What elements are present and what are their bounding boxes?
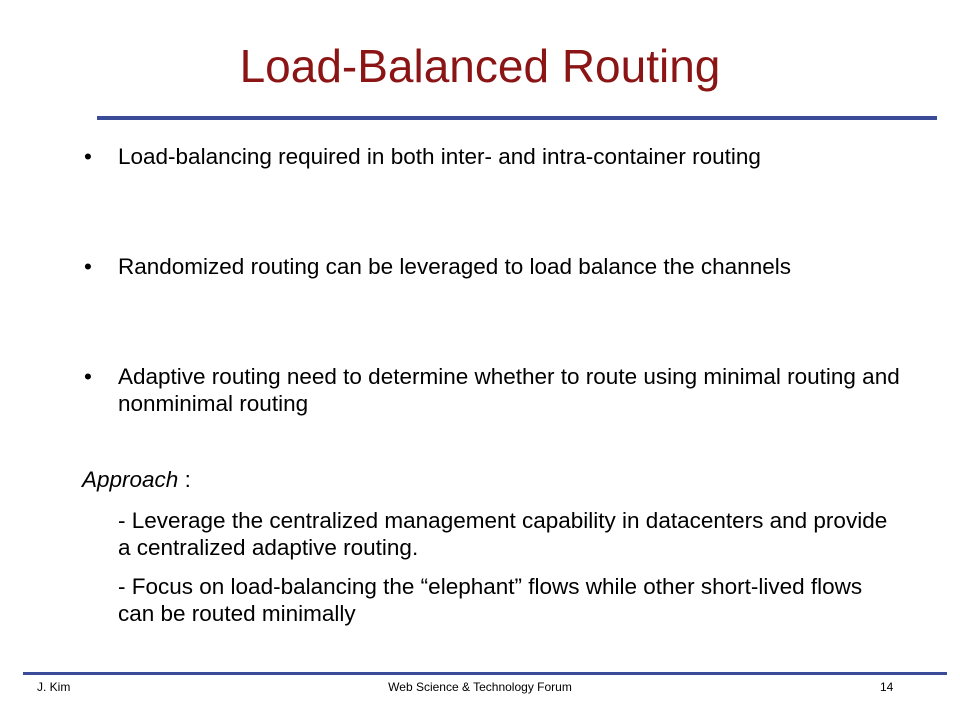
bullet-text: Randomized routing can be leveraged to load balance the channels <box>118 254 791 279</box>
bullet-marker: • <box>84 254 92 279</box>
footer-event: Web Science & Technology Forum <box>388 680 572 694</box>
approach-suffix: : <box>178 467 191 492</box>
footer-page-number: 14 <box>880 680 894 694</box>
bullet-item-randomized-routing <box>80 253 900 280</box>
title-divider <box>97 116 937 120</box>
footer-author: J. Kim <box>37 680 71 694</box>
bullet-item-adaptive-routing <box>80 363 900 417</box>
bullet-item-load-balancing <box>80 143 900 170</box>
bullet-marker: • <box>84 144 92 169</box>
slide-title: Load-Balanced Routing <box>239 40 721 92</box>
footer-divider <box>23 672 947 675</box>
bullet-text: Adaptive routing need to determine whether to route using minimal routing and nonminimal routing <box>118 364 900 416</box>
approach-label: Approach <box>82 467 179 492</box>
bullet-marker: • <box>84 364 92 389</box>
approach-heading <box>82 466 191 493</box>
bullet-text: Load-balancing required in both inter- and intra-container routing <box>118 144 761 169</box>
approach-item-centralized-management: - Leverage the centralized management capability in datacenters and provide a centralized adaptive routing. <box>118 508 888 560</box>
approach-item-elephant-flows: - Focus on load-balancing the “elephant” flows while other short-lived flows can be routed minimally <box>118 574 863 626</box>
